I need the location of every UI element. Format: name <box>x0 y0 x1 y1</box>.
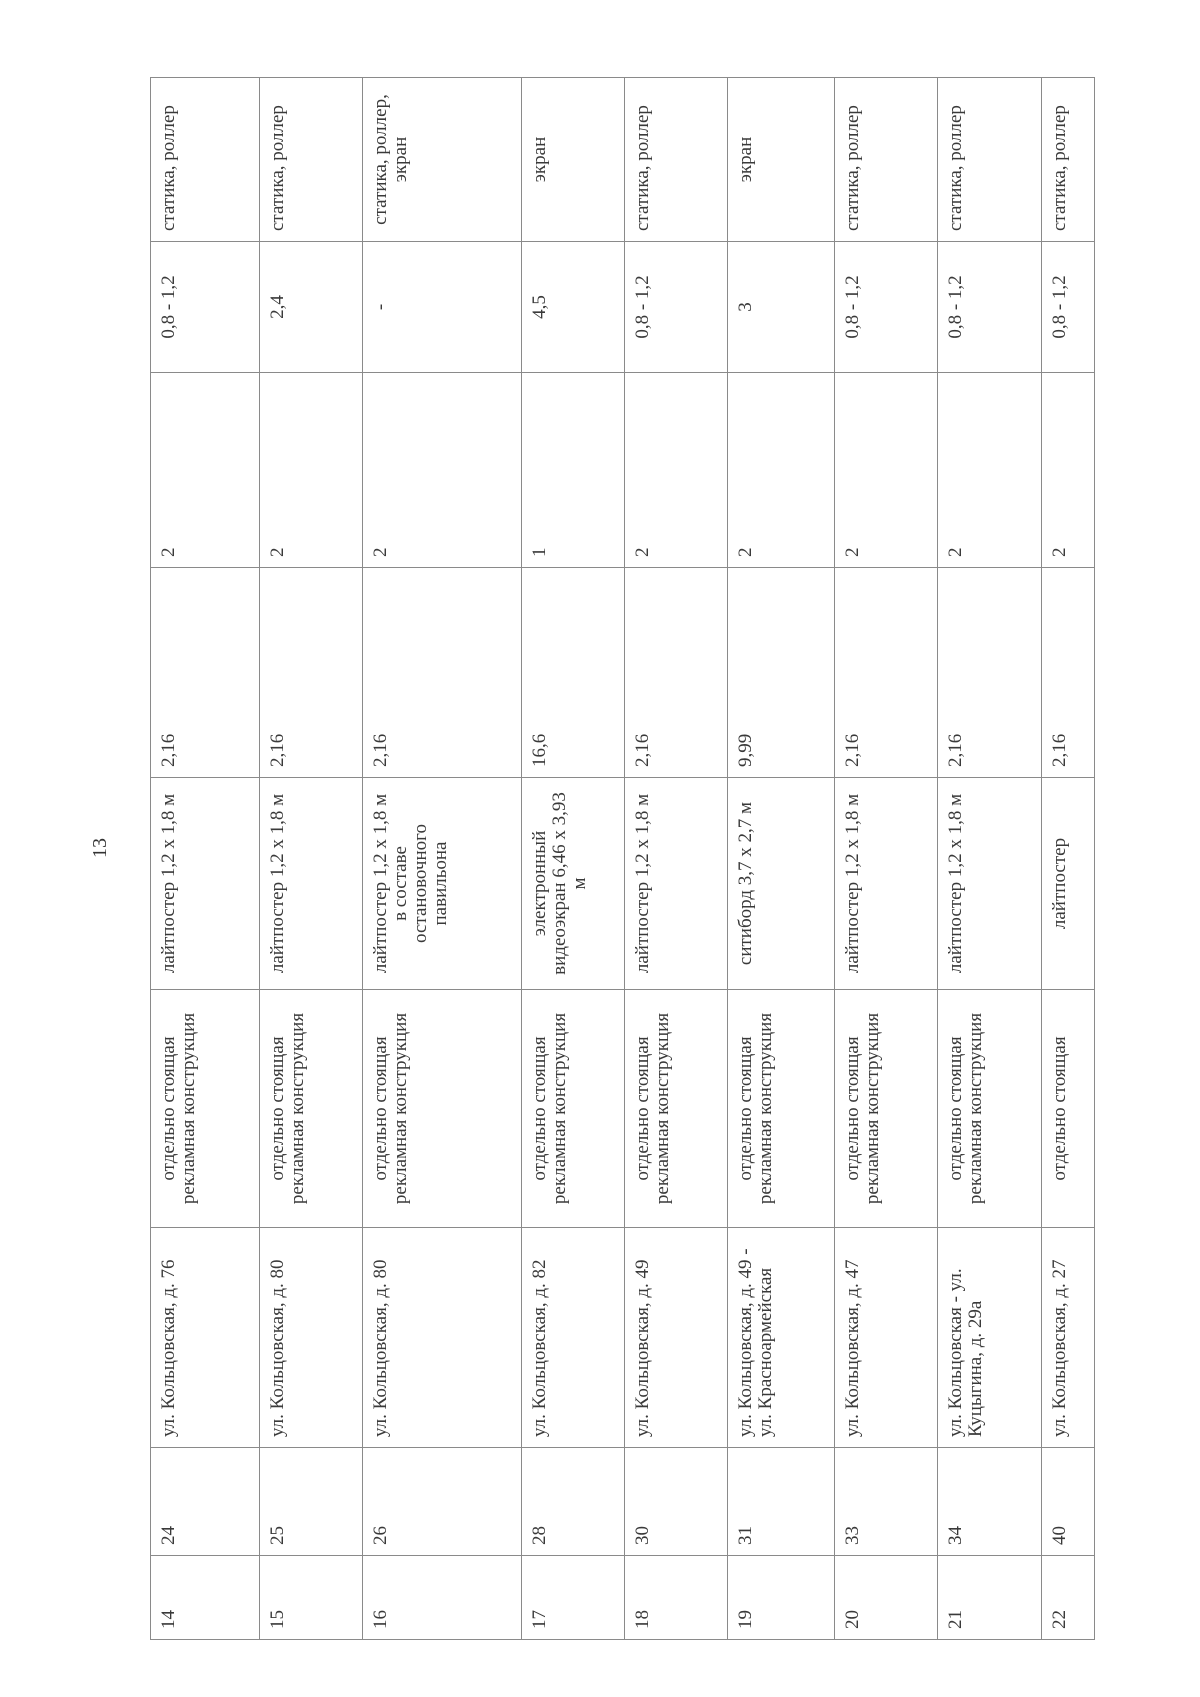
structure-type-cell: отдельно стоящая <box>1041 990 1094 1228</box>
advertising-structures-table <box>150 77 1095 1640</box>
table-row <box>728 78 835 1640</box>
structure-id-cell: 28 <box>522 1448 624 1556</box>
address-cell: ул. Кольцовская, д. 49 <box>624 1228 727 1448</box>
height-cell: 3 <box>728 242 835 373</box>
address-cell: ул. Кольцовская, д. 27 <box>1041 1228 1094 1448</box>
sides-cell: 1 <box>522 373 624 568</box>
technology-cell: экран <box>522 78 624 242</box>
area-cell: 16,6 <box>522 568 624 778</box>
sides-cell: 2 <box>151 373 260 568</box>
address-cell: ул. Кольцовская, д. 80 <box>363 1228 522 1448</box>
structure-id-cell: 34 <box>938 1448 1041 1556</box>
technology-cell: статика, роллер <box>1041 78 1094 242</box>
technology-cell: экран <box>728 78 835 242</box>
row-number-cell: 22 <box>1041 1556 1094 1640</box>
row-number-cell: 14 <box>151 1556 260 1640</box>
structure-id-cell: 25 <box>259 1448 362 1556</box>
row-number-cell: 15 <box>259 1556 362 1640</box>
sides-cell: 2 <box>259 373 362 568</box>
format-cell: лайтпостер 1,2 х 1,8 м <box>259 778 362 990</box>
sides-cell: 2 <box>363 373 522 568</box>
structure-id-cell: 26 <box>363 1448 522 1556</box>
structure-id-cell: 31 <box>728 1448 835 1556</box>
area-cell: 2,16 <box>938 568 1041 778</box>
structure-type-cell: отдельно стоящая рекламная конструкция <box>624 990 727 1228</box>
address-cell: ул. Кольцовская - ул. Куцыгина, д. 29а <box>938 1228 1041 1448</box>
row-number-cell: 20 <box>834 1556 937 1640</box>
address-cell: ул. Кольцовская, д. 76 <box>151 1228 260 1448</box>
sides-cell: 2 <box>728 373 835 568</box>
technology-cell: статика, роллер <box>259 78 362 242</box>
table-row <box>151 78 260 1640</box>
address-cell: ул. Кольцовская, д. 82 <box>522 1228 624 1448</box>
technology-cell: статика, роллер <box>834 78 937 242</box>
structure-type-cell: отдельно стоящая рекламная конструкция <box>834 990 937 1228</box>
sides-cell: 2 <box>1041 373 1094 568</box>
sides-cell: 2 <box>938 373 1041 568</box>
table-row <box>938 78 1041 1640</box>
area-cell: 2,16 <box>834 568 937 778</box>
height-cell: 4,5 <box>522 242 624 373</box>
table-row <box>1041 78 1094 1640</box>
sides-cell: 2 <box>624 373 727 568</box>
height-cell: 0,8 - 1,2 <box>834 242 937 373</box>
area-cell: 2,16 <box>624 568 727 778</box>
technology-cell: статика, роллер, экран <box>363 78 522 242</box>
height-cell: 0,8 - 1,2 <box>624 242 727 373</box>
table-row <box>624 78 727 1640</box>
structure-id-cell: 30 <box>624 1448 727 1556</box>
area-cell: 2,16 <box>151 568 260 778</box>
format-cell: лайтпостер 1,2 х 1,8 м <box>834 778 937 990</box>
page-number: 13 <box>89 838 111 858</box>
structure-id-cell: 24 <box>151 1448 260 1556</box>
rotated-table-container <box>150 78 1095 1640</box>
height-cell: 2,4 <box>259 242 362 373</box>
table-row <box>363 78 522 1640</box>
address-cell: ул. Кольцовская, д. 49 - ул. Красноармейская <box>728 1228 835 1448</box>
structure-type-cell: отдельно стоящая рекламная конструкция <box>363 990 522 1228</box>
area-cell: 9,99 <box>728 568 835 778</box>
table-row <box>259 78 362 1640</box>
technology-cell: статика, роллер <box>624 78 727 242</box>
sides-cell: 2 <box>834 373 937 568</box>
format-cell: лайтпостер 1,2 х 1,8 м <box>624 778 727 990</box>
row-number-cell: 19 <box>728 1556 835 1640</box>
address-cell: ул. Кольцовская, д. 47 <box>834 1228 937 1448</box>
table-row <box>834 78 937 1640</box>
structure-type-cell: отдельно стоящая рекламная конструкция <box>259 990 362 1228</box>
table-row <box>522 78 624 1640</box>
format-cell: ситиборд 3,7 х 2,7 м <box>728 778 835 990</box>
format-cell: лайтпостер <box>1041 778 1094 990</box>
row-number-cell: 17 <box>522 1556 624 1640</box>
structure-type-cell: отдельно стоящая рекламная конструкция <box>938 990 1041 1228</box>
structure-id-cell: 40 <box>1041 1448 1094 1556</box>
structure-type-cell: отдельно стоящая рекламная конструкция <box>522 990 624 1228</box>
structure-type-cell: отдельно стоящая рекламная конструкция <box>151 990 260 1228</box>
structure-id-cell: 33 <box>834 1448 937 1556</box>
height-cell: 0,8 - 1,2 <box>938 242 1041 373</box>
height-cell: - <box>363 242 522 373</box>
area-cell: 2,16 <box>259 568 362 778</box>
area-cell: 2,16 <box>363 568 522 778</box>
address-cell: ул. Кольцовская, д. 80 <box>259 1228 362 1448</box>
height-cell: 0,8 - 1,2 <box>1041 242 1094 373</box>
row-number-cell: 21 <box>938 1556 1041 1640</box>
height-cell: 0,8 - 1,2 <box>151 242 260 373</box>
format-cell: лайтпостер 1,2 х 1,8 м <box>151 778 260 990</box>
format-cell: лайтпостер 1,2 х 1,8 м <box>938 778 1041 990</box>
format-cell: электронный видеоэкран 6,46 х 3,93 м <box>522 778 624 990</box>
area-cell: 2,16 <box>1041 568 1094 778</box>
format-cell: лайтпостер 1,2 х 1,8 м в составе остановочного павильона <box>363 778 522 990</box>
row-number-cell: 18 <box>624 1556 727 1640</box>
technology-cell: статика, роллер <box>151 78 260 242</box>
technology-cell: статика, роллер <box>938 78 1041 242</box>
row-number-cell: 16 <box>363 1556 522 1640</box>
structure-type-cell: отдельно стоящая рекламная конструкция <box>728 990 835 1228</box>
